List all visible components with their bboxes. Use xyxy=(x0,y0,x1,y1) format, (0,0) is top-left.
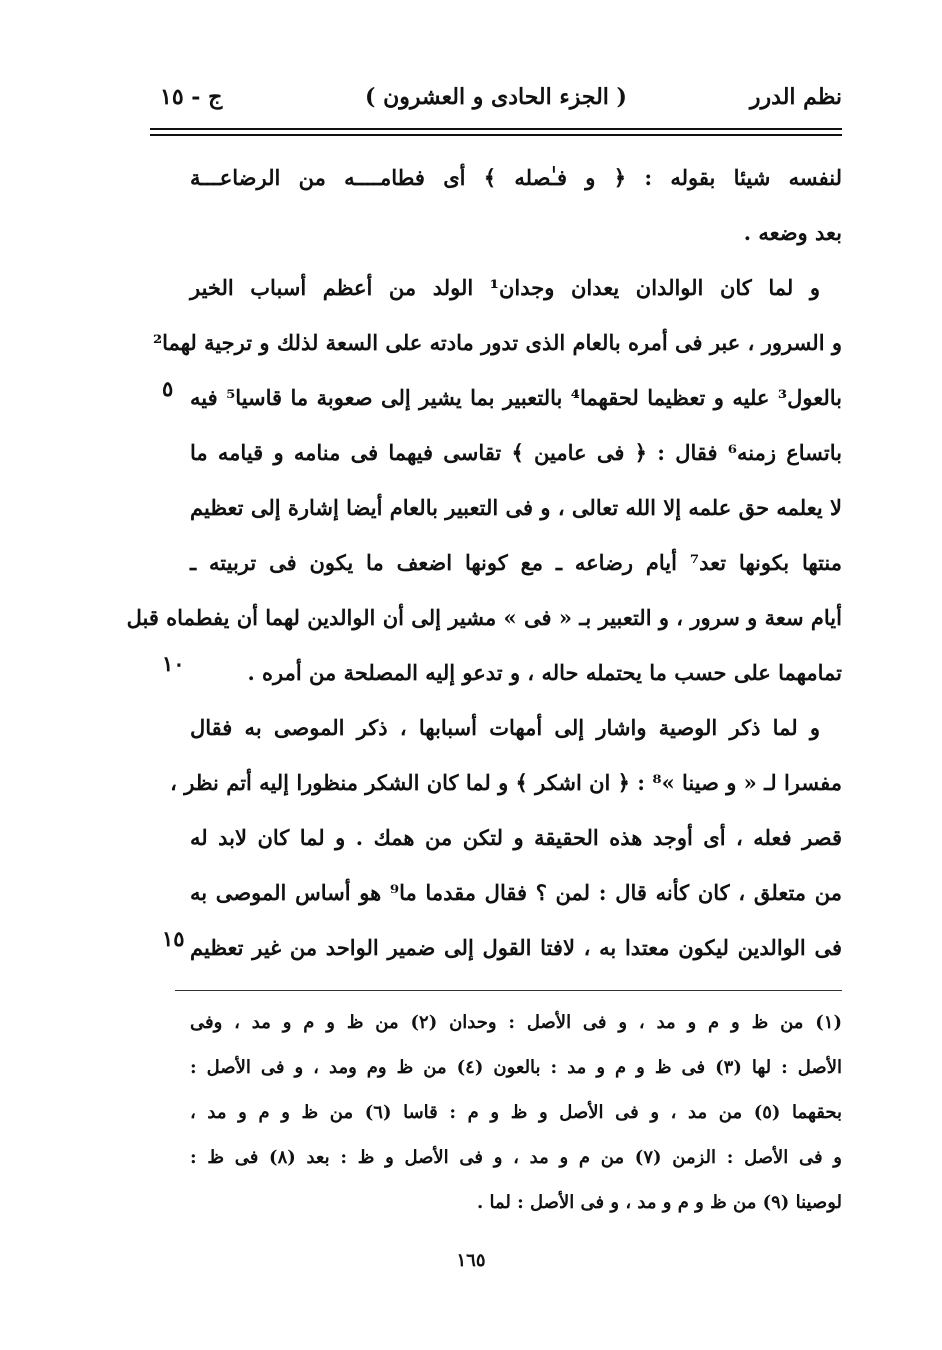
text-line: قصر فعله ، أى أوجد هذه الحقيقة و لتكن من همك . و لما كان لابد له xyxy=(190,825,842,850)
part-title: ( الجزء الحادى و العشرون ) xyxy=(365,84,627,110)
page-number: ١٦٥ xyxy=(456,1250,486,1271)
text-line: و السرور ، عبر فى أمره بالعام الذى تدور مادته على السعة لذلك و ترجية لهما² xyxy=(152,330,842,355)
running-header xyxy=(150,84,842,120)
text-line: باتساع زمنه⁶ فقال : ﴿ فى عامين ﴾ تقاسى فيهما فى منامه و قيامه ما xyxy=(190,440,842,465)
text-line: بالعول³ عليه و تعظيما لحقهما⁴ بالتعبير بما يشير إلى صعوبة ما قاسيا⁵ فيه xyxy=(190,385,842,410)
text-line: بعد وضعه . xyxy=(743,220,842,245)
footnote-line: الأصل : لها (٣) فى ظ و م و مد : بالعون (٤) من ظ وم ومد ، و فى الأصل : xyxy=(190,1057,842,1078)
footnote-line: و فى الأصل : الزمن (٧) من م و مد ، و فى الأصل و ظ : بعد (٨) فى ظ : xyxy=(190,1147,842,1168)
line-number-10: ١٠ xyxy=(162,651,185,676)
text-line: لا يعلمه حق علمه إلا الله تعالى ، و فى التعبير بالعام أيضا إشارة إلى تعظيم xyxy=(190,495,842,520)
header-rule-bottom xyxy=(150,134,842,136)
text-line: فى الوالدين ليكون معتدا به ، لافتا القول إلى ضمير الواحد من غير تعظيم xyxy=(190,935,842,960)
text-line: من متعلق ، كان كأنه قال : لمن ؟ فقال مقدما ما⁹ هو أساس الموصى به xyxy=(190,880,842,905)
text-line: لنفسه شيئا بقوله : ﴿ و فـٰصله ﴾ أى فطامــــه من الرضاعـــة xyxy=(190,165,842,190)
footnote-line: (١) من ظ و م و مد ، و فى الأصل : وحدان (٢) من ظ و م و مد ، وفى xyxy=(190,1012,842,1033)
footnotes xyxy=(190,1000,842,1225)
text-line: تمامهما على حسب ما يحتمله حاله ، و تدعو إليه المصلحة من أمره . xyxy=(247,660,842,685)
text-line: منتها بكونها تعد⁷ أيام رضاعه ـ مع كونها اضعف ما يكون فى تربيته ـ xyxy=(190,550,842,575)
text-line: و لما ذكر الوصية واشار إلى أمهات أسبابها ، ذكر الموصى به فقال xyxy=(190,715,820,740)
line-number-15: ١٥ xyxy=(162,926,185,951)
text-line: أيام سعة و سرور ، و التعبير بـ « فى » مشير إلى أن الوالدين لهما أن يفطماه قبل xyxy=(126,605,842,630)
text-line: مفسرا لـ « و صينا »⁸ : ﴿ ان اشكر ﴾ و لما كان الشكر منظورا إليه أتم نظر ، xyxy=(170,770,842,795)
footnote-line: لوصينا (٩) من ظ و م و مد ، و فى الأصل : لما . xyxy=(476,1192,842,1213)
header-rule-top xyxy=(150,128,842,130)
footnote-rule xyxy=(175,990,842,991)
text-line: و لما كان الوالدان يعدان وجدان¹ الولد من أعظم أسباب الخير xyxy=(190,275,820,300)
footnote-line: بحقهما (٥) من مد ، و فى الأصل و ظ و م : قاسا (٦) من ظ و م و مد ، xyxy=(190,1102,842,1123)
book-title: نظم الدرر xyxy=(749,84,842,110)
line-number-5: ٥ xyxy=(162,376,174,401)
volume-number: ج - ١٥ xyxy=(160,84,223,110)
